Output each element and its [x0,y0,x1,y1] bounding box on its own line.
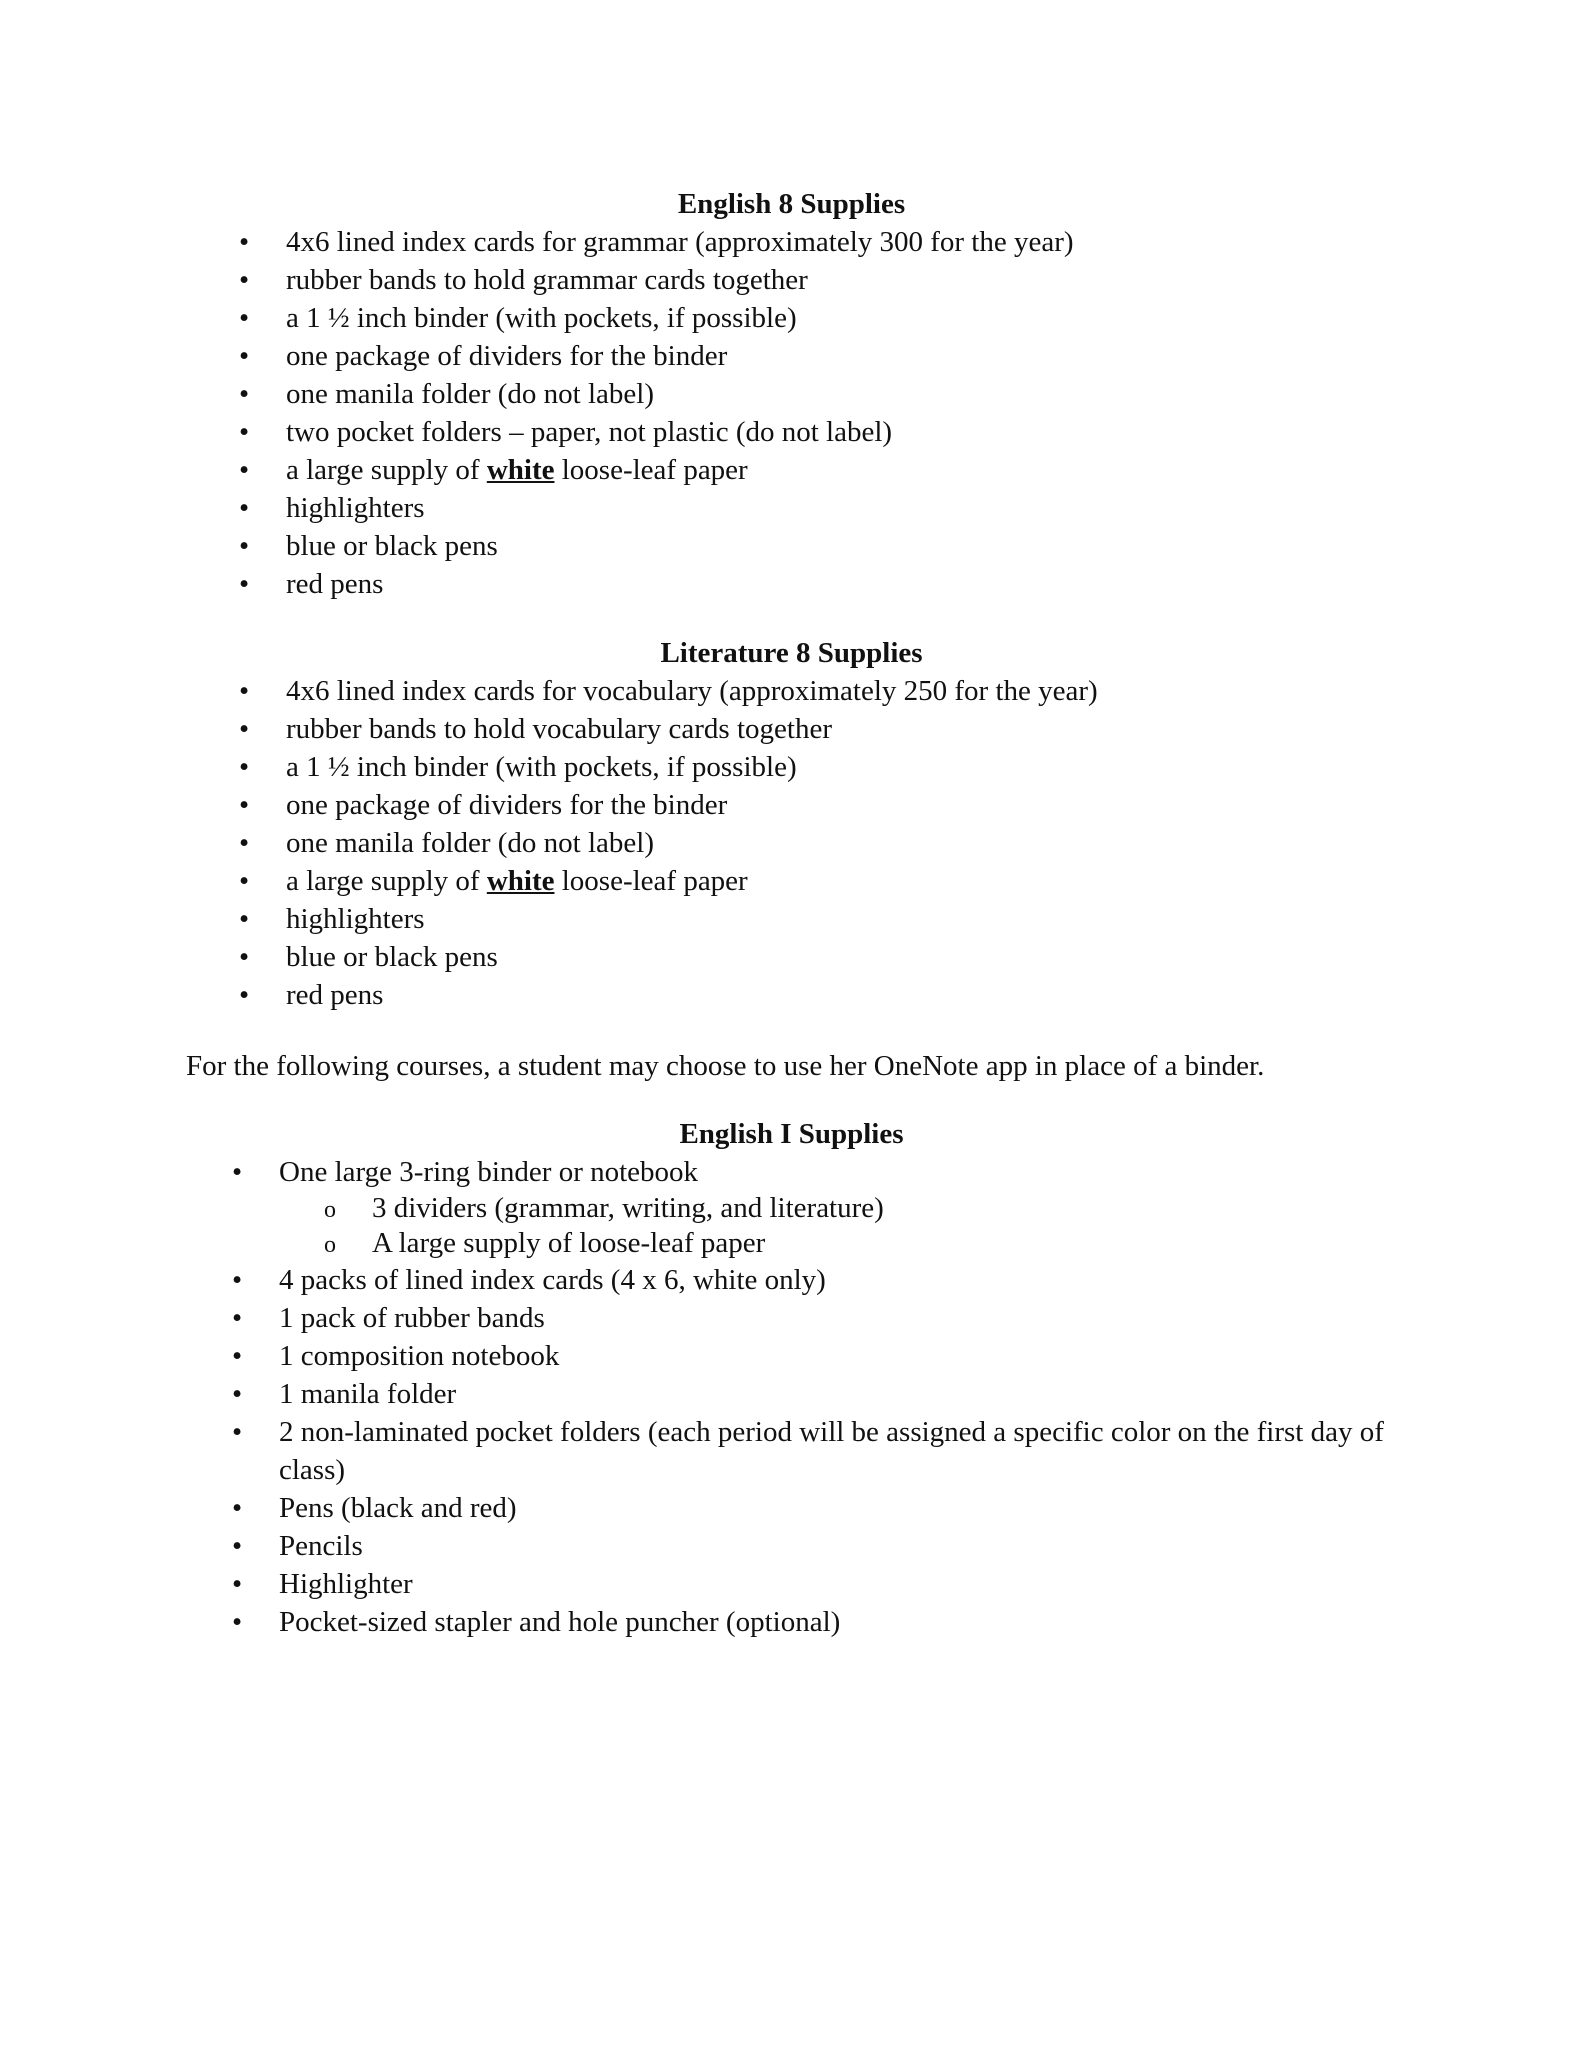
list-item [239,375,1074,413]
list-item-text: 1 composition notebook [279,1340,560,1372]
bullet-icon: • [239,675,250,707]
bullet-icon: • [232,1340,243,1372]
list-item-text: a large supply of [286,454,487,486]
list-item [239,824,1098,862]
bullet-icon: • [239,751,250,783]
bullet-icon: • [239,454,250,486]
list-item [232,1299,1419,1337]
bullet-icon: • [239,264,250,296]
list-item-text: Pens (black and red) [279,1492,517,1524]
bullet-icon: • [239,340,250,372]
bullet-icon: • [239,378,250,410]
bullet-icon: • [232,1156,243,1188]
list-item [239,938,1098,976]
bullet-icon: • [239,530,250,562]
list-item [239,862,1098,900]
bullet-icon: • [239,416,250,448]
bullet-icon: • [232,1530,243,1562]
bullet-icon: • [232,1416,243,1448]
list-item-text: Highlighter [279,1568,413,1600]
list-item-text: blue or black pens [286,530,498,562]
list-item-text: 4 packs of lined index cards (4 x 6, white only) [279,1264,826,1296]
list-item-text: a 1 ½ inch binder (with pockets, if possible) [286,751,797,783]
list-item [239,976,1098,1014]
list-item [232,1261,1419,1299]
list-item-text: blue or black pens [286,941,498,973]
bullet-icon: • [239,302,250,334]
list-item-text: loose-leaf paper [554,454,748,486]
list-item-text: 1 pack of rubber bands [279,1302,545,1334]
list-item [239,672,1098,710]
onenote-note: For the following courses, a student may choose to use her OneNote app in place of a binder. [186,1050,1265,1082]
list-item [239,337,1074,375]
list-item [239,527,1074,565]
bullet-icon: • [232,1606,243,1638]
list-item [239,710,1098,748]
bullet-icon: • [239,713,250,745]
list-item-text: one manila folder (do not label) [286,827,655,859]
list-item [232,1565,1419,1603]
list-item [239,413,1074,451]
list-item-text: Pocket-sized stapler and hole puncher (optional) [279,1606,841,1638]
list-item-text: one manila folder (do not label) [286,378,655,410]
list-item [239,565,1074,603]
bullet-icon: • [232,1302,243,1334]
bullet-icon: • [232,1568,243,1600]
list-item-text: 1 manila folder [279,1378,457,1410]
list-item [232,1375,1419,1413]
list-item-text: Pencils [279,1530,363,1562]
list-item-text: a 1 ½ inch binder (with pockets, if possible) [286,302,797,334]
circle-bullet-icon: o [324,1197,336,1223]
list-item-text: highlighters [286,492,425,524]
list-item [239,786,1098,824]
literature8-heading: Literature 8 Supplies [660,637,923,669]
list-item [232,1153,1419,1191]
list-item [232,1489,1419,1527]
list-item-text: red pens [286,568,384,600]
list-item [239,900,1098,938]
list-item [232,1413,1419,1489]
list-item [232,1527,1419,1565]
bullet-icon: • [239,226,250,258]
list-item [239,223,1074,261]
list-item [232,1603,1419,1641]
english8-supply-list [239,223,1074,603]
list-item-text: one package of dividers for the binder [286,789,728,821]
bullet-icon: • [239,789,250,821]
list-item [239,261,1074,299]
list-item [239,748,1098,786]
sub-list-item-text: A large supply of loose-leaf paper [372,1227,766,1259]
bullet-icon: • [239,979,250,1011]
bullet-icon: • [239,941,250,973]
list-item-text: loose-leaf paper [554,865,748,897]
list-item-text: one package of dividers for the binder [286,340,728,372]
english1-supply-list [232,1153,1419,1641]
list-item [239,299,1074,337]
sub-list-item [232,1226,1419,1261]
list-item-text: highlighters [286,903,425,935]
list-item [239,489,1074,527]
bullet-icon: • [239,492,250,524]
bullet-icon: • [232,1378,243,1410]
list-item-text: 2 non-laminated pocket folders (each period will be assigned a specific color on the first day of class) [279,1416,1384,1486]
bullet-icon: • [239,865,250,897]
list-item-text: 4x6 lined index cards for grammar (approximately 300 for the year) [286,226,1074,258]
emphasis-word: white [486,454,555,486]
bullet-icon: • [239,568,250,600]
bullet-icon: • [232,1264,243,1296]
list-item [239,451,1074,489]
bullet-icon: • [239,827,250,859]
list-item-text: rubber bands to hold grammar cards together [286,264,808,296]
bullet-icon: • [232,1492,243,1524]
list-item-text: One large 3-ring binder or notebook [279,1156,699,1188]
sub-list-item [232,1191,1419,1226]
list-item-text: a large supply of [286,865,487,897]
list-item-text: two pocket folders – paper, not plastic (do not label) [286,416,893,448]
list-item-text: red pens [286,979,384,1011]
literature8-supply-list [239,672,1098,1014]
bullet-icon: • [239,903,250,935]
emphasis-word: white [486,865,555,897]
list-item-text: 4x6 lined index cards for vocabulary (approximately 250 for the year) [286,675,1098,707]
english8-heading: English 8 Supplies [677,188,906,220]
circle-bullet-icon: o [324,1232,336,1258]
list-item [232,1337,1419,1375]
english1-heading: English I Supplies [679,1118,904,1150]
sub-list-item-text: 3 dividers (grammar, writing, and literature) [372,1192,884,1224]
list-item-text: rubber bands to hold vocabulary cards together [286,713,832,745]
